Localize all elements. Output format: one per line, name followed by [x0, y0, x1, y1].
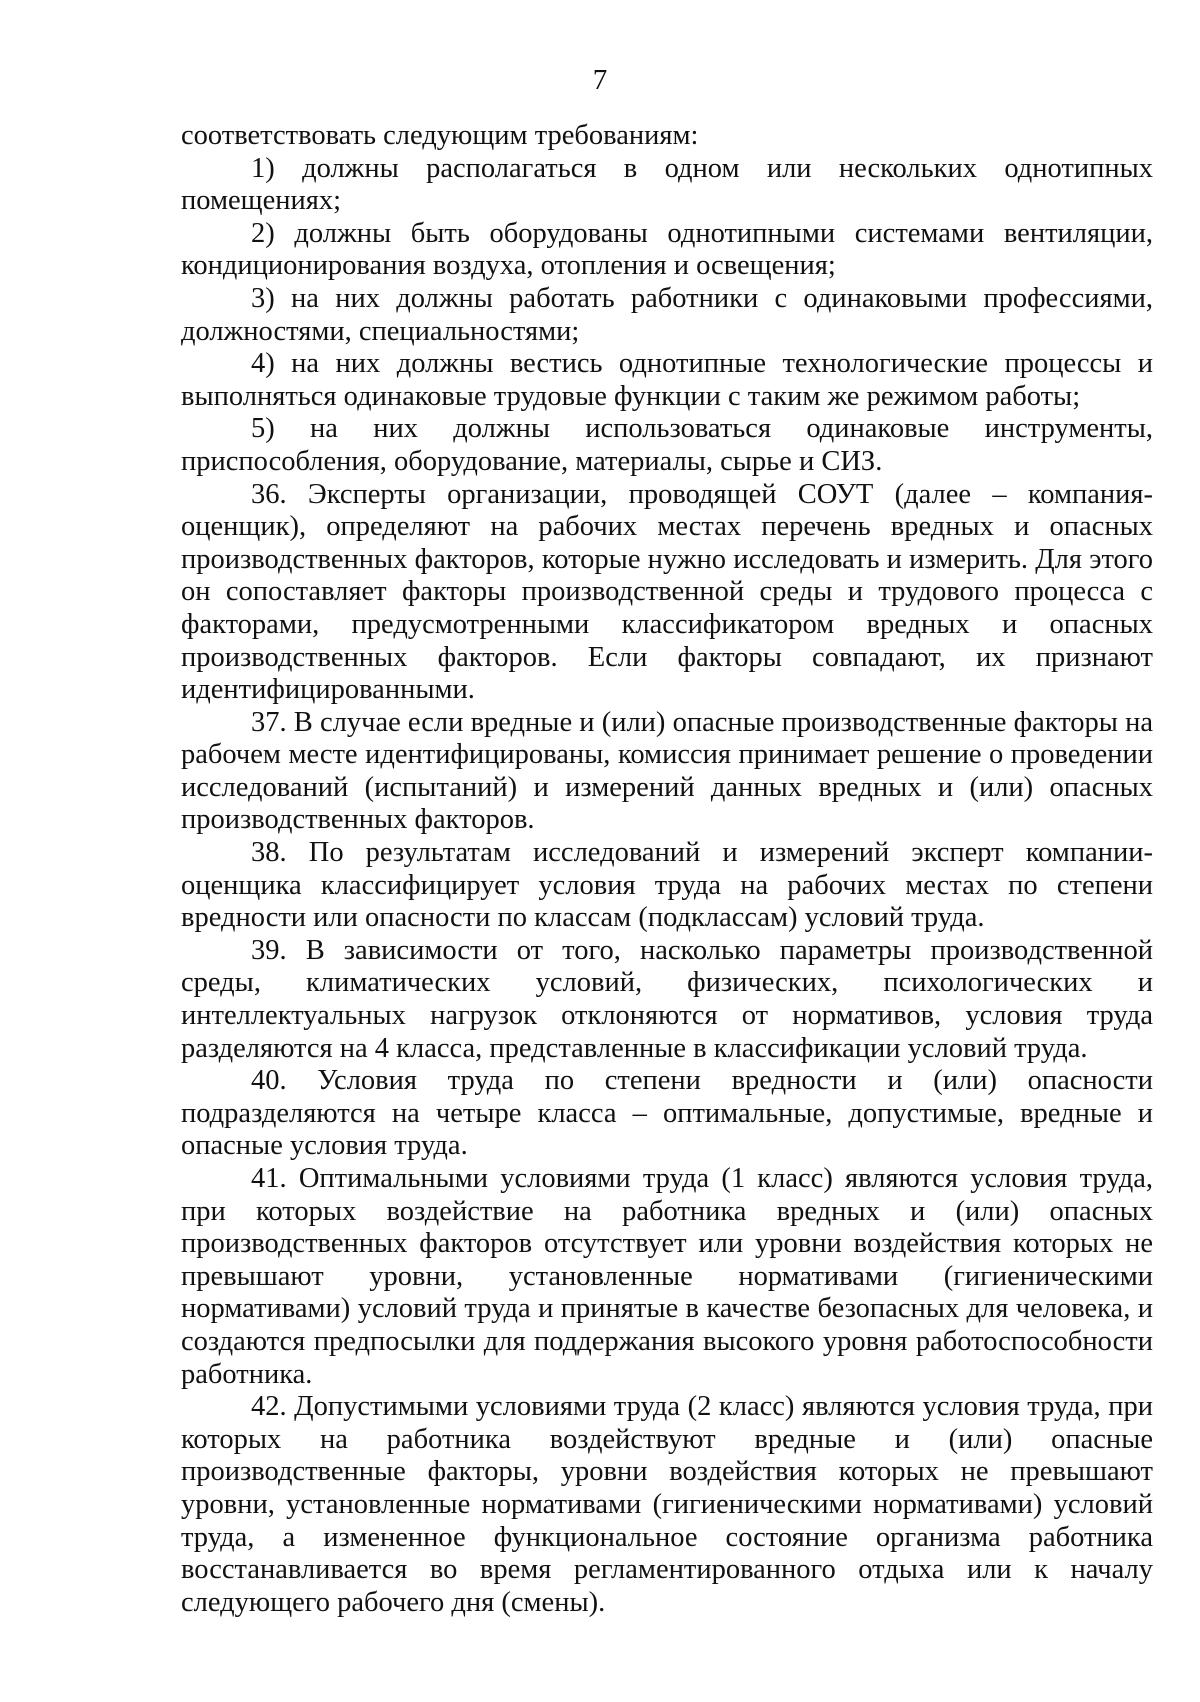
page-number: 7 — [592, 64, 608, 96]
clause-37: 37. В случае если вредные и (или) опасные производственные факторы на рабочем месте идентифицированы, комиссия принимает решение о проведении исследований (испытаний) и измерений данных вредных и (или) опасных производственных факторов. — [181, 706, 1153, 836]
clause-41: 41. Оптимальными условиями труда (1 класс) являются условия труда, при которых воздействие на работника вредных и (или) опасных производственных факторов отсутствует или уровни воздействия которых не превышают уровни, установленные нормативами (гигиеническими нормативами) условий труда и принятые в качестве безопасных для человека, и создаются предпосылки для поддержания высокого уровня работоспособности работника. — [181, 1163, 1153, 1390]
clause-36: 36. Эксперты организации, проводящей СОУТ (далее – компания-оценщик), определяют на рабочих местах перечень вредных и опасных производственных факторов, которые нужно исследовать и измерить. Для этого он сопоставляет факторы производственной среды и трудового процесса с факторами, предусмотренными классификатором вредных и опасных производственных факторов. Если факторы совпадают, их признают идентифицированными. — [181, 478, 1153, 706]
clause-39: 39. В зависимости от того, насколько параметры производственной среды, климатических условий, физических, психологических и интеллектуальных нагрузок отклоняются от нормативов, условия труда разделяются на 4 класса, представленные в классификации условий труда. — [181, 934, 1153, 1064]
paragraph-lead-in: соответствовать следующим требованиям: — [181, 120, 699, 151]
clause-40: 40. Условия труда по степени вредности и (или) опасности подразделяются на четыре класса – оптимальные, допустимые, вредные и опасные условия труда. — [181, 1065, 1153, 1162]
list-item-1: 1) должны располагаться в одном или нескольких однотипных помещениях; — [181, 152, 1153, 217]
list-item-5: 5) на них должны использоваться одинаковые инструменты, приспособления, оборудование, материалы, сырье и СИЗ. — [181, 413, 1153, 477]
list-item-2: 2) должны быть оборудованы однотипными системами вентиляции, кондиционирования воздуха, отопления и освещения; — [181, 217, 1153, 282]
list-item-3: 3) на них должны работать работники с одинаковыми профессиями, должностями, специальностями; — [181, 282, 1153, 347]
clause-42: 42. Допустимыми условиями труда (2 класс) являются условия труда, при которых на работника воздействуют вредные и (или) опасные производственные факторы, уровни воздействия которых не превышают уровни, установленные нормативами (гигиеническими нормативами) условий труда, а измененное функциональное состояние организма работника восстанавливается во время регламентированного отдыха или к началу следующего рабочего дня (смены). — [181, 1391, 1153, 1618]
list-item-4: 4) на них должны вестись однотипные технологические процессы и выполняться одинаковые трудовые функции с таким же режимом работы; — [181, 348, 1153, 412]
clause-38: 38. По результатам исследований и измерений эксперт компании-оценщика классифицирует условия труда на рабочих местах по степени вредности или опасности по классам (подклассам) условий труда. — [181, 837, 1153, 934]
document-body — [181, 120, 1153, 1619]
